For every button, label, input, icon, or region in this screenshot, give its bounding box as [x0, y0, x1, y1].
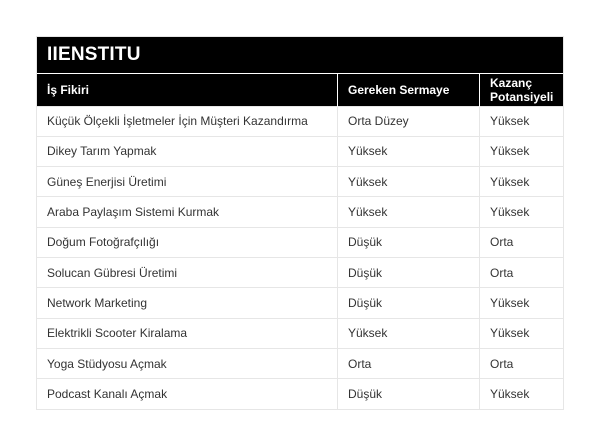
cell-profit: Yüksek [480, 167, 564, 197]
table-header [37, 74, 563, 106]
cell-idea: Küçük Ölçekli İşletmeler İçin Müşteri Kazandırma [37, 106, 338, 136]
cell-profit: Yüksek [480, 288, 564, 318]
table-row [37, 288, 563, 318]
table-row [37, 348, 563, 378]
table-body [37, 106, 563, 409]
cell-capital: Düşük [338, 379, 480, 409]
table-row [37, 167, 563, 197]
brand-header [37, 37, 563, 74]
cell-idea: Solucan Gübresi Üretimi [37, 257, 338, 287]
table-row [37, 197, 563, 227]
cell-capital: Yüksek [338, 167, 480, 197]
brand-title: IIENSTITU [47, 44, 141, 65]
cell-idea: Elektrikli Scooter Kiralama [37, 318, 338, 348]
cell-idea: Araba Paylaşım Sistemi Kurmak [37, 197, 338, 227]
cell-capital: Yüksek [338, 318, 480, 348]
cell-profit: Yüksek [480, 136, 564, 166]
table-row [37, 227, 563, 257]
column-header-profit: Kazanç Potansiyeli [490, 75, 554, 104]
table-row [37, 106, 563, 136]
cell-idea: Güneş Enerjisi Üretimi [37, 167, 338, 197]
business-ideas-card [36, 36, 564, 410]
column-header-capital: Gereken Sermaye [338, 74, 480, 106]
cell-capital: Yüksek [338, 136, 480, 166]
cell-idea: Network Marketing [37, 288, 338, 318]
table-row [37, 318, 563, 348]
cell-capital: Düşük [338, 288, 480, 318]
cell-capital: Yüksek [338, 197, 480, 227]
cell-capital: Düşük [338, 257, 480, 287]
cell-capital: Orta Düzey [338, 106, 480, 136]
cell-profit: Orta [480, 257, 564, 287]
cell-profit: Orta [480, 227, 564, 257]
cell-idea: Yoga Stüdyosu Açmak [37, 348, 338, 378]
cell-profit: Yüksek [480, 197, 564, 227]
cell-profit: Yüksek [480, 379, 564, 409]
cell-capital: Düşük [338, 227, 480, 257]
table-row [37, 257, 563, 287]
column-header-idea: İş Fikiri [37, 74, 338, 106]
cell-idea: Dikey Tarım Yapmak [37, 136, 338, 166]
business-ideas-table [37, 74, 563, 409]
cell-profit: Yüksek [480, 106, 564, 136]
header-row [37, 74, 563, 106]
cell-profit: Orta [480, 348, 564, 378]
cell-profit: Yüksek [480, 318, 564, 348]
cell-idea: Podcast Kanalı Açmak [37, 379, 338, 409]
cell-capital: Orta [338, 348, 480, 378]
table-row [37, 136, 563, 166]
table-row [37, 379, 563, 409]
cell-idea: Doğum Fotoğrafçılığı [37, 227, 338, 257]
